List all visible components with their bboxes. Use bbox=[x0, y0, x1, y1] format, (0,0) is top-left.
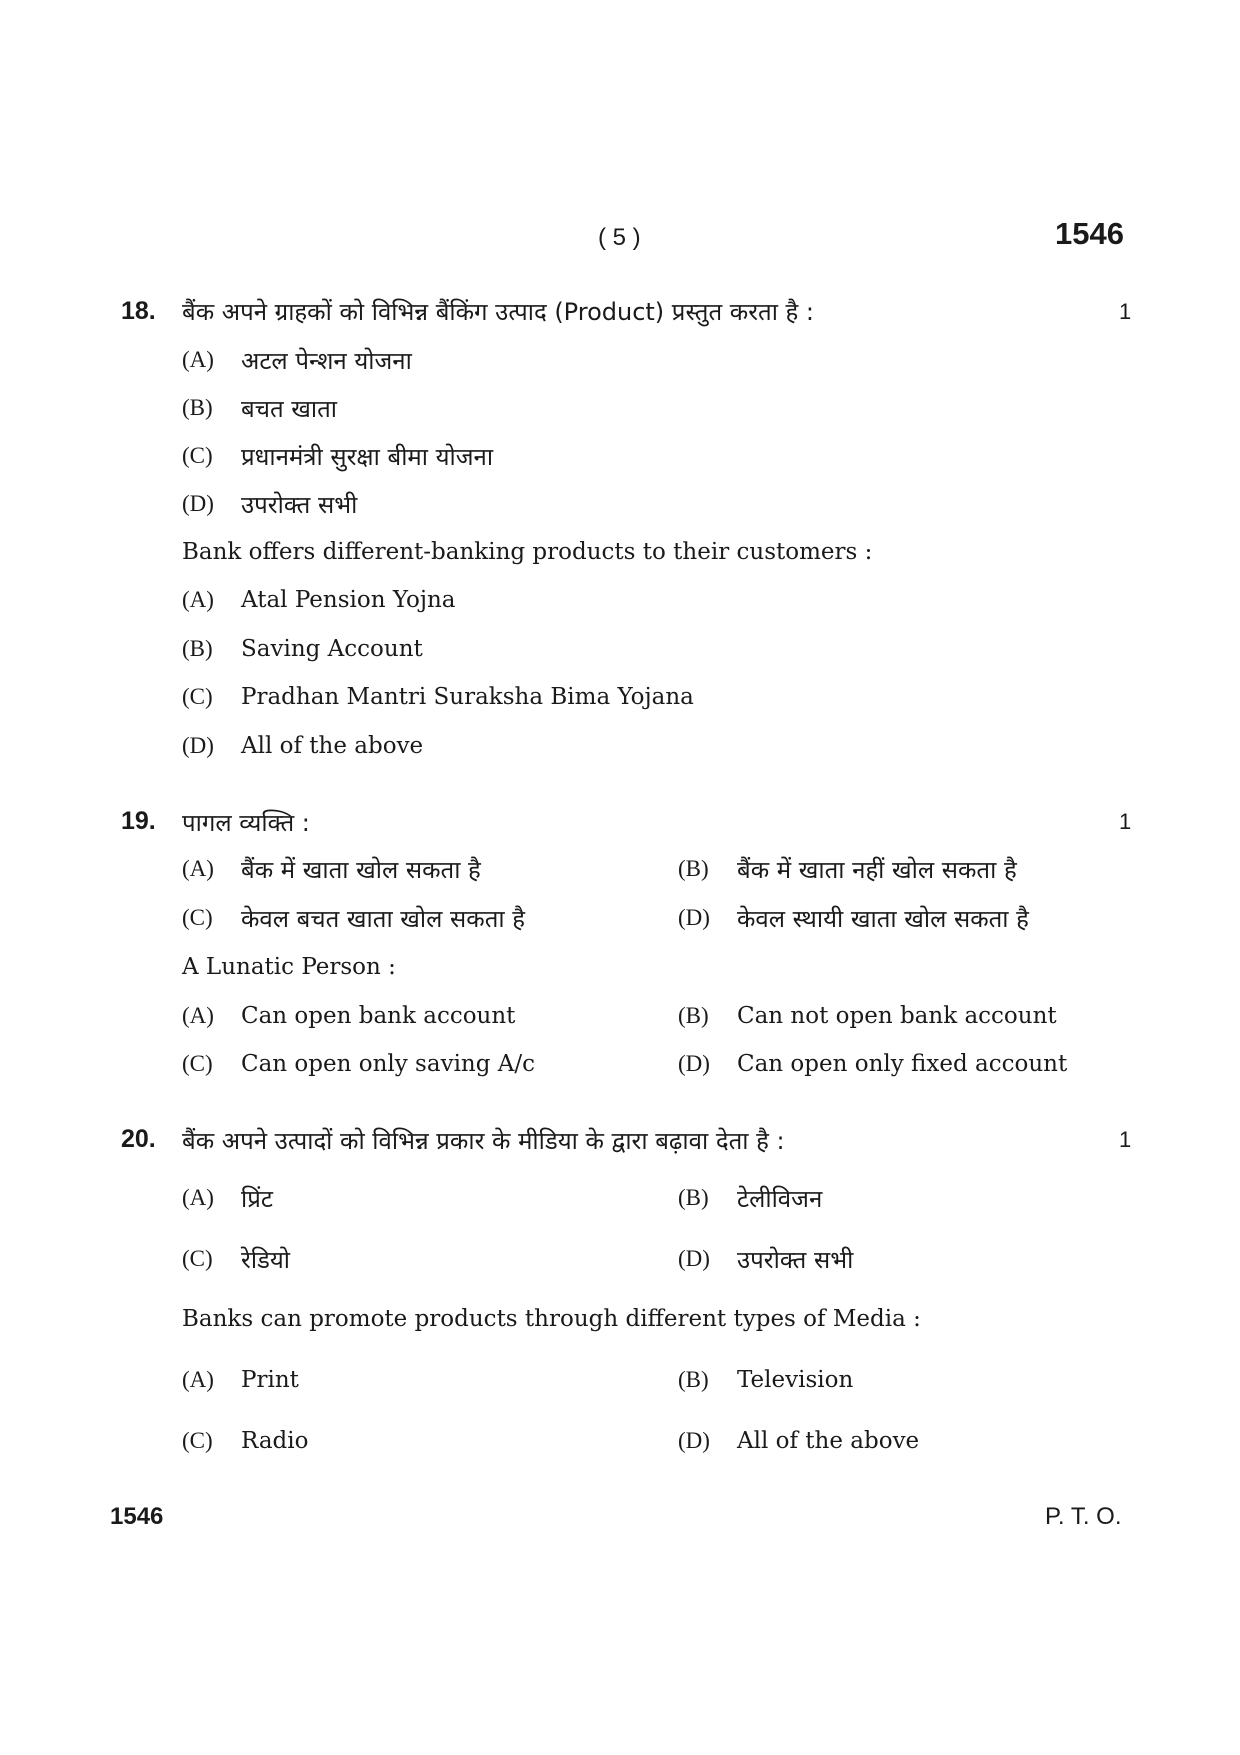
option-label: (C) bbox=[182, 1051, 213, 1076]
paper-code-footer: 1546 bbox=[110, 1503, 164, 1530]
option-text-english: Radio bbox=[241, 1428, 309, 1454]
option-label: (D) bbox=[678, 1428, 710, 1453]
option-label: (D) bbox=[182, 733, 214, 758]
option-text-english: Can open bank account bbox=[241, 1003, 516, 1029]
question-stem-english: A Lunatic Person : bbox=[182, 954, 396, 980]
pto-label: P. T. O. bbox=[1045, 1503, 1122, 1530]
option-text-hindi: उपरोक्त सभी bbox=[241, 491, 358, 519]
option-text-english: Can open only saving A/c bbox=[241, 1051, 536, 1077]
option-label: (C) bbox=[182, 1246, 213, 1271]
option-text-hindi: केवल बचत खाता खोल सकता है bbox=[241, 905, 525, 933]
option-label: (D) bbox=[182, 491, 214, 516]
question-stem-hindi: पागल व्यक्ति : bbox=[182, 809, 310, 837]
option-text-hindi: बैंक में खाता खोल सकता है bbox=[241, 856, 481, 884]
option-label: (D) bbox=[678, 905, 710, 930]
question-number: 20. bbox=[121, 1125, 156, 1153]
option-label: (C) bbox=[182, 905, 213, 930]
question-stem-english: Bank offers different-banking products to their customers : bbox=[182, 539, 873, 565]
option-label: (B) bbox=[182, 636, 213, 661]
option-label: (B) bbox=[182, 395, 213, 420]
option-label: (A) bbox=[182, 587, 214, 612]
option-text-hindi: उपरोक्त सभी bbox=[737, 1246, 854, 1274]
question-number: 19. bbox=[121, 807, 156, 835]
option-label: (A) bbox=[182, 347, 214, 372]
option-label: (A) bbox=[182, 1003, 214, 1028]
option-label: (C) bbox=[182, 443, 213, 468]
option-label: (A) bbox=[182, 1367, 214, 1392]
question-stem-hindi: बैंक अपने उत्पादों को विभिन्न प्रकार के मीडिया के द्वारा बढ़ावा देता है : bbox=[182, 1127, 785, 1155]
paper-code-header: 1546 bbox=[1055, 216, 1124, 251]
option-label: (D) bbox=[678, 1051, 710, 1076]
option-label: (A) bbox=[182, 856, 214, 881]
option-label: (D) bbox=[678, 1246, 710, 1271]
option-label: (C) bbox=[182, 684, 213, 709]
option-text-english: Can open only fixed account bbox=[737, 1051, 1068, 1077]
option-text-english: All of the above bbox=[241, 733, 424, 759]
option-text-hindi: टेलीविजन bbox=[737, 1185, 823, 1213]
option-text-english: Pradhan Mantri Suraksha Bima Yojana bbox=[241, 684, 694, 710]
question-marks: 1 bbox=[1119, 809, 1132, 834]
option-text-hindi: अटल पेन्शन योजना bbox=[241, 347, 412, 375]
option-label: (B) bbox=[678, 856, 709, 881]
option-text-hindi: बैंक में खाता नहीं खोल सकता है bbox=[737, 856, 1017, 884]
option-label: (B) bbox=[678, 1367, 709, 1392]
option-text-english: Print bbox=[241, 1367, 299, 1393]
option-text-english: Saving Account bbox=[241, 636, 423, 662]
option-text-hindi: केवल स्थायी खाता खोल सकता है bbox=[737, 905, 1029, 933]
option-text-english: All of the above bbox=[737, 1428, 920, 1454]
option-label: (C) bbox=[182, 1428, 213, 1453]
option-text-english: Can not open bank account bbox=[737, 1003, 1057, 1029]
page-number: ( 5 ) bbox=[598, 224, 641, 251]
option-text-hindi: प्रधानमंत्री सुरक्षा बीमा योजना bbox=[241, 443, 494, 471]
question-marks: 1 bbox=[1119, 1127, 1132, 1152]
option-text-hindi: रेडियो bbox=[241, 1246, 291, 1274]
option-text-hindi: प्रिंट bbox=[241, 1185, 273, 1213]
question-stem-hindi: बैंक अपने ग्राहकों को विभिन्न बैंकिंग उत्पाद (Product) प्रस्तुत करता है : bbox=[182, 298, 815, 326]
question-stem-english: Banks can promote products through different types of Media : bbox=[182, 1306, 921, 1332]
option-label: (A) bbox=[182, 1185, 214, 1210]
question-number: 18. bbox=[121, 297, 156, 325]
option-label: (B) bbox=[678, 1003, 709, 1028]
option-text-english: Television bbox=[737, 1367, 854, 1393]
option-label: (B) bbox=[678, 1185, 709, 1210]
option-text-english: Atal Pension Yojna bbox=[241, 587, 456, 613]
option-text-hindi: बचत खाता bbox=[241, 395, 337, 423]
question-marks: 1 bbox=[1119, 299, 1132, 324]
